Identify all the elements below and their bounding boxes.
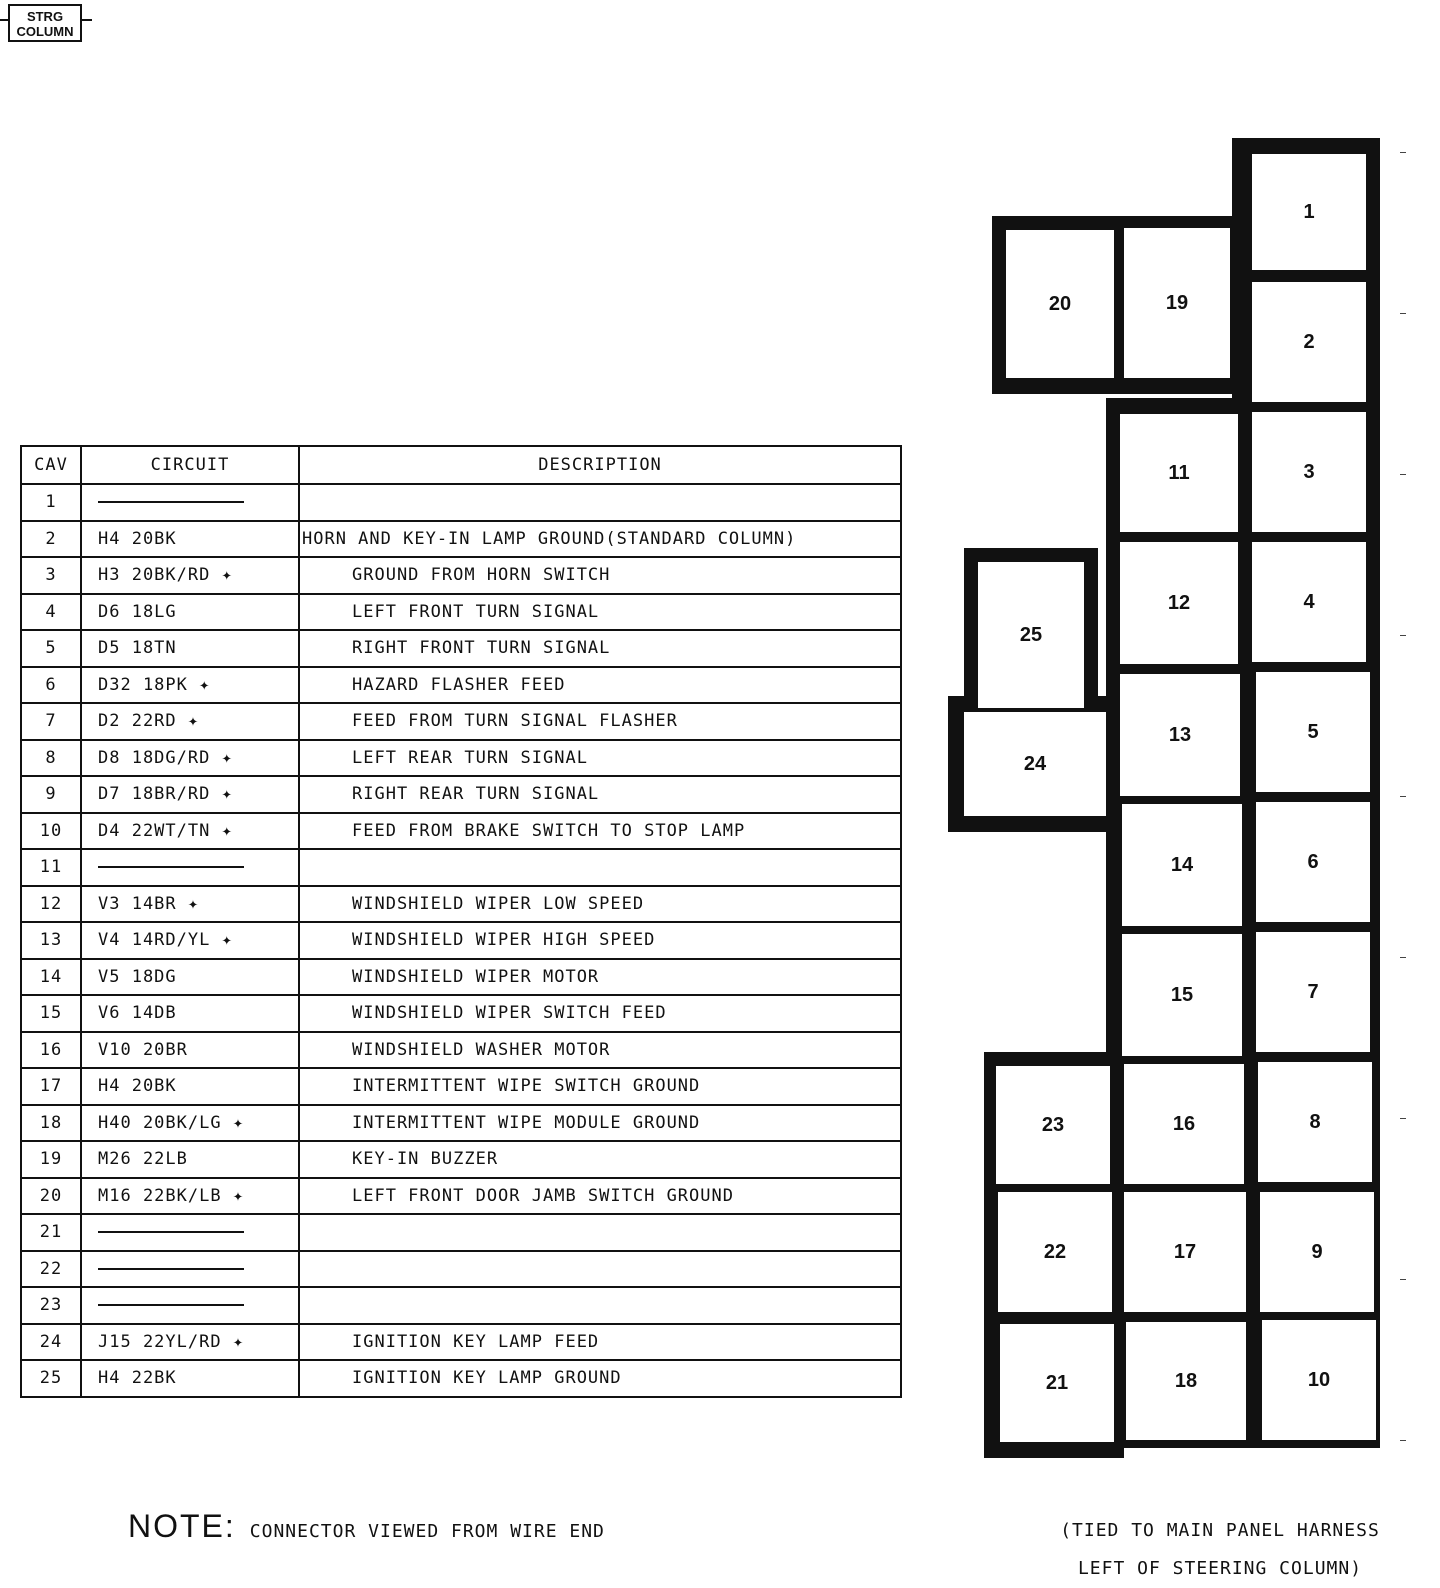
edge-tick [1400, 796, 1406, 797]
tag-line-1: STRG [26, 9, 64, 24]
cell-circuit: M16 22BK/LB ✦ [81, 1178, 299, 1215]
table-row [21, 484, 901, 521]
table-row [21, 922, 901, 959]
cell-cav: 8 [21, 740, 81, 777]
header-description: DESCRIPTION [299, 446, 901, 484]
cell-description: IGNITION KEY LAMP GROUND [299, 1360, 901, 1397]
cell-circuit: H4 22BK [81, 1360, 299, 1397]
cell-circuit: V5 18DG [81, 959, 299, 996]
cell-cav: 10 [21, 813, 81, 850]
table-row [21, 776, 901, 813]
connector-cavity-8: 8 [1256, 1060, 1374, 1184]
cell-description: RIGHT REAR TURN SIGNAL [299, 776, 901, 813]
cell-cav: 6 [21, 667, 81, 704]
note [128, 1508, 605, 1545]
cell-cav: 15 [21, 995, 81, 1032]
cell-circuit: V10 20BR [81, 1032, 299, 1069]
cell-description: LEFT FRONT TURN SIGNAL [299, 594, 901, 631]
cell-cav: 4 [21, 594, 81, 631]
cell-description: WINDSHIELD WIPER SWITCH FEED [299, 995, 901, 1032]
cell-description: FEED FROM BRAKE SWITCH TO STOP LAMP [299, 813, 901, 850]
cell-cav: 14 [21, 959, 81, 996]
cell-description: WINDSHIELD WIPER LOW SPEED [299, 886, 901, 923]
header-cav: CAV [21, 446, 81, 484]
table-row [21, 703, 901, 740]
cell-cav: 5 [21, 630, 81, 667]
cell-description: INTERMITTENT WIPE SWITCH GROUND [299, 1068, 901, 1105]
connector-cavity-16: 16 [1122, 1062, 1246, 1186]
connector-cavity-6: 6 [1254, 800, 1372, 924]
table-row [21, 886, 901, 923]
table-row [21, 849, 901, 886]
cell-cav: 19 [21, 1141, 81, 1178]
connector-cavity-13: 13 [1118, 672, 1242, 798]
cell-circuit: D4 22WT/TN ✦ [81, 813, 299, 850]
cell-cav: 24 [21, 1324, 81, 1361]
cell-circuit: V3 14BR ✦ [81, 886, 299, 923]
table-body [21, 484, 901, 1397]
table-row [21, 594, 901, 631]
cell-description: HAZARD FLASHER FEED [299, 667, 901, 704]
connector-cavity-21: 21 [998, 1322, 1116, 1444]
table-header-row [21, 446, 901, 484]
cell-cav: 1 [21, 484, 81, 521]
tag-lead-right [82, 19, 92, 21]
table-row [21, 521, 901, 558]
cell-circuit: D2 22RD ✦ [81, 703, 299, 740]
cell-description [299, 1214, 901, 1251]
cell-circuit [81, 484, 299, 521]
cell-description: IGNITION KEY LAMP FEED [299, 1324, 901, 1361]
connector-cavity-23: 23 [994, 1064, 1112, 1186]
table-row [21, 1214, 901, 1251]
cell-description: RIGHT FRONT TURN SIGNAL [299, 630, 901, 667]
connector-cavity-5: 5 [1254, 670, 1372, 794]
cell-description [299, 849, 901, 886]
cell-description: WINDSHIELD WIPER HIGH SPEED [299, 922, 901, 959]
unused-cavity-rule [98, 501, 244, 503]
cell-cav: 17 [21, 1068, 81, 1105]
cell-circuit: V4 14RD/YL ✦ [81, 922, 299, 959]
note-label: NOTE: [128, 1508, 236, 1544]
cell-description [299, 1287, 901, 1324]
edge-tick [1400, 635, 1406, 636]
cell-cav: 11 [21, 849, 81, 886]
connector-cavity-2: 2 [1250, 280, 1368, 404]
cell-cav: 12 [21, 886, 81, 923]
table-row [21, 1032, 901, 1069]
connector-cavity-18: 18 [1124, 1320, 1248, 1442]
cell-circuit: H4 20BK [81, 521, 299, 558]
table-row [21, 1068, 901, 1105]
cell-description: INTERMITTENT WIPE MODULE GROUND [299, 1105, 901, 1142]
table-row [21, 1251, 901, 1288]
cell-circuit [81, 1251, 299, 1288]
connector-cavity-15: 15 [1120, 932, 1244, 1058]
cell-circuit [81, 1287, 299, 1324]
connector-cavity-25: 25 [976, 560, 1086, 710]
cell-circuit: D32 18PK ✦ [81, 667, 299, 704]
harness-note-line-1: (TIED TO MAIN PANEL HARNESS [1060, 1520, 1380, 1541]
cell-circuit: D8 18DG/RD ✦ [81, 740, 299, 777]
table-row [21, 813, 901, 850]
strg-column-tag [8, 4, 82, 42]
connector-cavity-20: 20 [1004, 228, 1116, 380]
cell-circuit: M26 22LB [81, 1141, 299, 1178]
cell-description: LEFT FRONT DOOR JAMB SWITCH GROUND [299, 1178, 901, 1215]
connector-cavity-11: 11 [1118, 412, 1240, 534]
cell-cav: 20 [21, 1178, 81, 1215]
cavity-table [20, 445, 902, 1398]
cell-description: HORN AND KEY-IN LAMP GROUND(STANDARD COLUMN) [299, 521, 901, 558]
cell-description: KEY-IN BUZZER [299, 1141, 901, 1178]
unused-cavity-rule [98, 1231, 244, 1233]
cell-circuit: D6 18LG [81, 594, 299, 631]
table-row [21, 959, 901, 996]
connector-cavity-17: 17 [1122, 1190, 1248, 1314]
connector-cavity-22: 22 [996, 1190, 1114, 1314]
unused-cavity-rule [98, 1268, 244, 1270]
edge-tick [1400, 1440, 1406, 1441]
cell-description: FEED FROM TURN SIGNAL FLASHER [299, 703, 901, 740]
cell-cav: 3 [21, 557, 81, 594]
edge-tick [1400, 313, 1406, 314]
table-row [21, 557, 901, 594]
header-circuit: CIRCUIT [81, 446, 299, 484]
note-text: CONNECTOR VIEWED FROM WIRE END [249, 1521, 605, 1542]
table-row [21, 1178, 901, 1215]
cell-cav: 2 [21, 521, 81, 558]
cell-cav: 16 [21, 1032, 81, 1069]
connector-cavity-9: 9 [1258, 1190, 1376, 1314]
cell-cav: 13 [21, 922, 81, 959]
cell-circuit [81, 849, 299, 886]
connector-cavity-1: 1 [1250, 152, 1368, 272]
unused-cavity-rule [98, 866, 244, 868]
cell-cav: 23 [21, 1287, 81, 1324]
cell-circuit: H3 20BK/RD ✦ [81, 557, 299, 594]
table-row [21, 1360, 901, 1397]
connector-cavity-4: 4 [1250, 540, 1368, 664]
table-row [21, 740, 901, 777]
table-row [21, 667, 901, 704]
edge-tick [1400, 474, 1406, 475]
cell-circuit: V6 14DB [81, 995, 299, 1032]
cell-cav: 7 [21, 703, 81, 740]
cell-description: WINDSHIELD WASHER MOTOR [299, 1032, 901, 1069]
connector-cavity-10: 10 [1260, 1318, 1378, 1442]
harness-note-line-2: LEFT OF STEERING COLUMN) [1077, 1558, 1363, 1579]
connector-cavity-24: 24 [962, 710, 1108, 818]
cell-cav: 22 [21, 1251, 81, 1288]
cell-cav: 21 [21, 1214, 81, 1251]
tag-lead-left [0, 19, 8, 21]
connector-cavity-7: 7 [1254, 930, 1372, 1054]
table-row [21, 1105, 901, 1142]
cell-cav: 9 [21, 776, 81, 813]
table-row [21, 630, 901, 667]
edge-tick [1400, 957, 1406, 958]
cell-circuit: D5 18TN [81, 630, 299, 667]
cell-description [299, 484, 901, 521]
unused-cavity-rule [98, 1304, 244, 1306]
edge-tick [1400, 1279, 1406, 1280]
table-row [21, 1141, 901, 1178]
edge-tick [1400, 152, 1406, 153]
table-row [21, 1287, 901, 1324]
cell-circuit: J15 22YL/RD ✦ [81, 1324, 299, 1361]
cell-circuit: H4 20BK [81, 1068, 299, 1105]
connector-cavity-14: 14 [1120, 802, 1244, 928]
cell-description: WINDSHIELD WIPER MOTOR [299, 959, 901, 996]
cell-description [299, 1251, 901, 1288]
tag-line-2: COLUMN [16, 24, 74, 39]
cell-description: LEFT REAR TURN SIGNAL [299, 740, 901, 777]
connector-cavity-19: 19 [1122, 226, 1232, 380]
cell-description: GROUND FROM HORN SWITCH [299, 557, 901, 594]
table-row [21, 995, 901, 1032]
cell-cav: 18 [21, 1105, 81, 1142]
harness-note [1040, 1512, 1400, 1588]
connector-cavity-3: 3 [1250, 410, 1368, 534]
edge-tick [1400, 1118, 1406, 1119]
cell-circuit: H40 20BK/LG ✦ [81, 1105, 299, 1142]
cell-cav: 25 [21, 1360, 81, 1397]
connector-cavity-12: 12 [1118, 540, 1240, 666]
cell-circuit: D7 18BR/RD ✦ [81, 776, 299, 813]
table-row [21, 1324, 901, 1361]
cell-circuit [81, 1214, 299, 1251]
